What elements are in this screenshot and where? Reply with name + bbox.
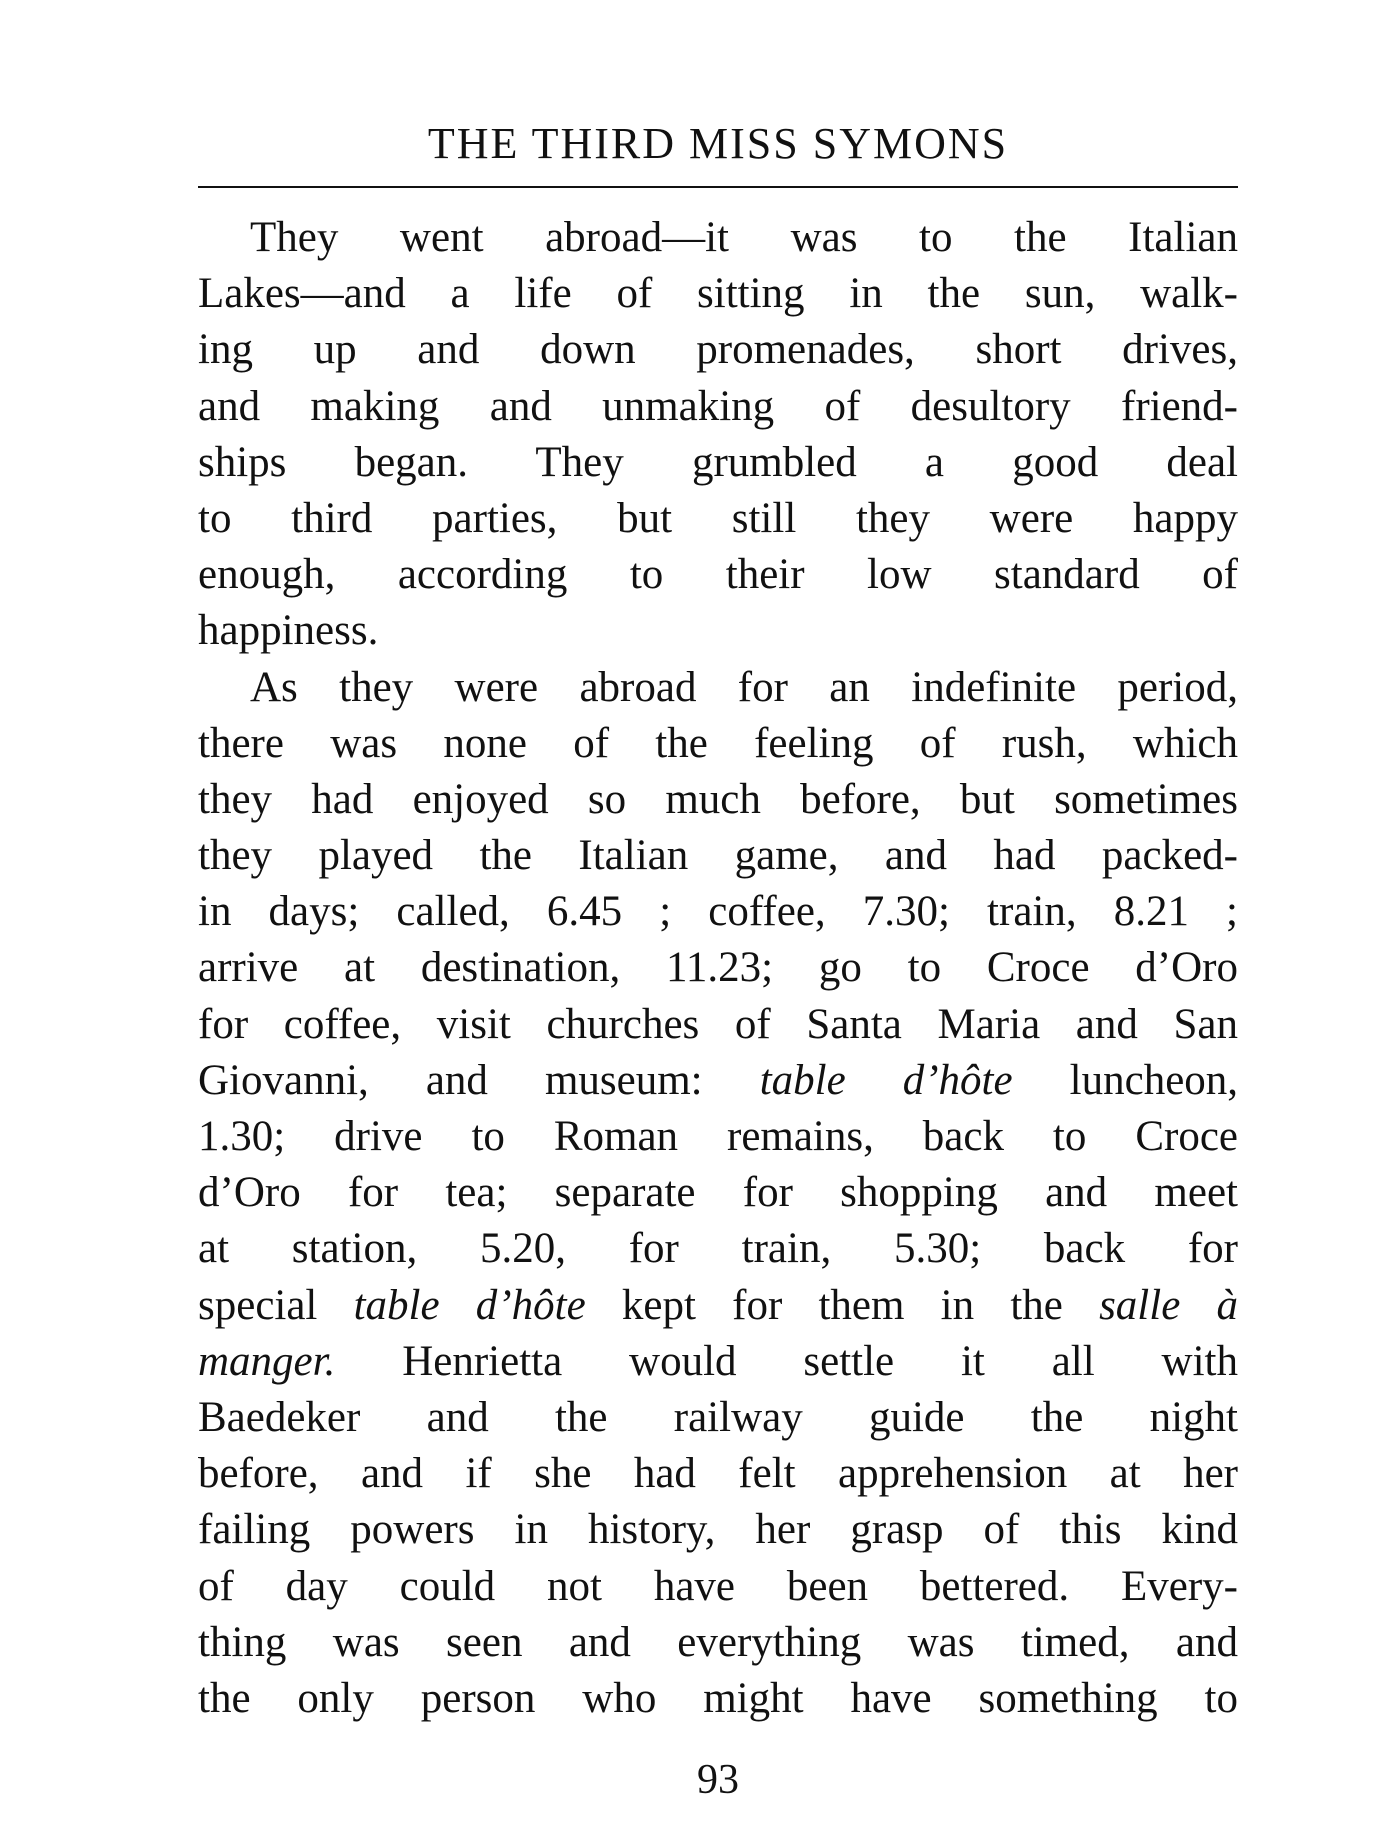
body-text [198, 210, 1238, 1727]
header-rule [198, 186, 1238, 188]
text-line: of day could not have been bettered. Every- [198, 1562, 1238, 1610]
text-line: and making and unmaking of desultory friend- [198, 382, 1238, 430]
text-line: they had enjoyed so much before, but sometimes [198, 775, 1238, 823]
page-number: 93 [697, 1757, 739, 1803]
text-segment: Henrietta would settle it all with [402, 1337, 1238, 1385]
text-line: failing powers in history, her grasp of this kind [198, 1506, 1238, 1554]
text-line: ships began. They grumbled a good deal [198, 438, 1238, 486]
italic-phrase: manger. [198, 1337, 336, 1385]
text-line: to third parties, but still they were happy [198, 494, 1238, 542]
text-line: Baedeker and the railway guide the night [198, 1393, 1238, 1441]
text-segment: luncheon, [1069, 1056, 1239, 1104]
text-line: They went abroad—it was to the Italian [250, 214, 1238, 261]
text-line: ing up and down promenades, short drives, [198, 326, 1238, 374]
text-line: at station, 5.20, for train, 5.30; back for [198, 1225, 1238, 1273]
text-line: Lakes—and a life of sitting in the sun, walk- [198, 270, 1238, 318]
text-line: enough, according to their low standard of [198, 551, 1238, 599]
text-line: As they were abroad for an indefinite period, [250, 663, 1238, 711]
text-line: thing was seen and everything was timed, and [198, 1618, 1238, 1666]
text-segment: special [198, 1281, 318, 1329]
italic-phrase: table d’hôte [759, 1056, 1013, 1104]
text-line: there was none of the feeling of rush, which [198, 719, 1238, 767]
text-line: for coffee, visit churches of Santa Maria and San [198, 1000, 1238, 1048]
text-segment: kept for them in the [621, 1281, 1063, 1329]
text-line: the only person who might have something to [198, 1674, 1238, 1722]
italic-phrase: table d’hôte [353, 1281, 586, 1329]
text-segment: Giovanni, and museum: [198, 1056, 703, 1104]
text-line: d’Oro for tea; separate for shopping and meet [198, 1169, 1238, 1217]
text-line: 1.30; drive to Roman remains, back to Croce [198, 1113, 1238, 1160]
running-head: THE THIRD MISS SYMONS [427, 119, 1009, 168]
text-line: before, and if she had felt apprehension at her [198, 1450, 1238, 1498]
text-line: arrive at destination, 11.23; go to Croce d’Oro [198, 944, 1238, 992]
italic-phrase: salle à [1099, 1281, 1239, 1329]
text-line [198, 1278, 1238, 1334]
text-line [198, 1053, 1238, 1109]
text-line: in days; called, 6.45 ; coffee, 7.30; train, 8.21 ; [198, 888, 1238, 936]
text-line: they played the Italian game, and had packed- [198, 832, 1238, 880]
text-line [198, 1334, 1238, 1390]
text-line: happiness. [198, 607, 379, 655]
